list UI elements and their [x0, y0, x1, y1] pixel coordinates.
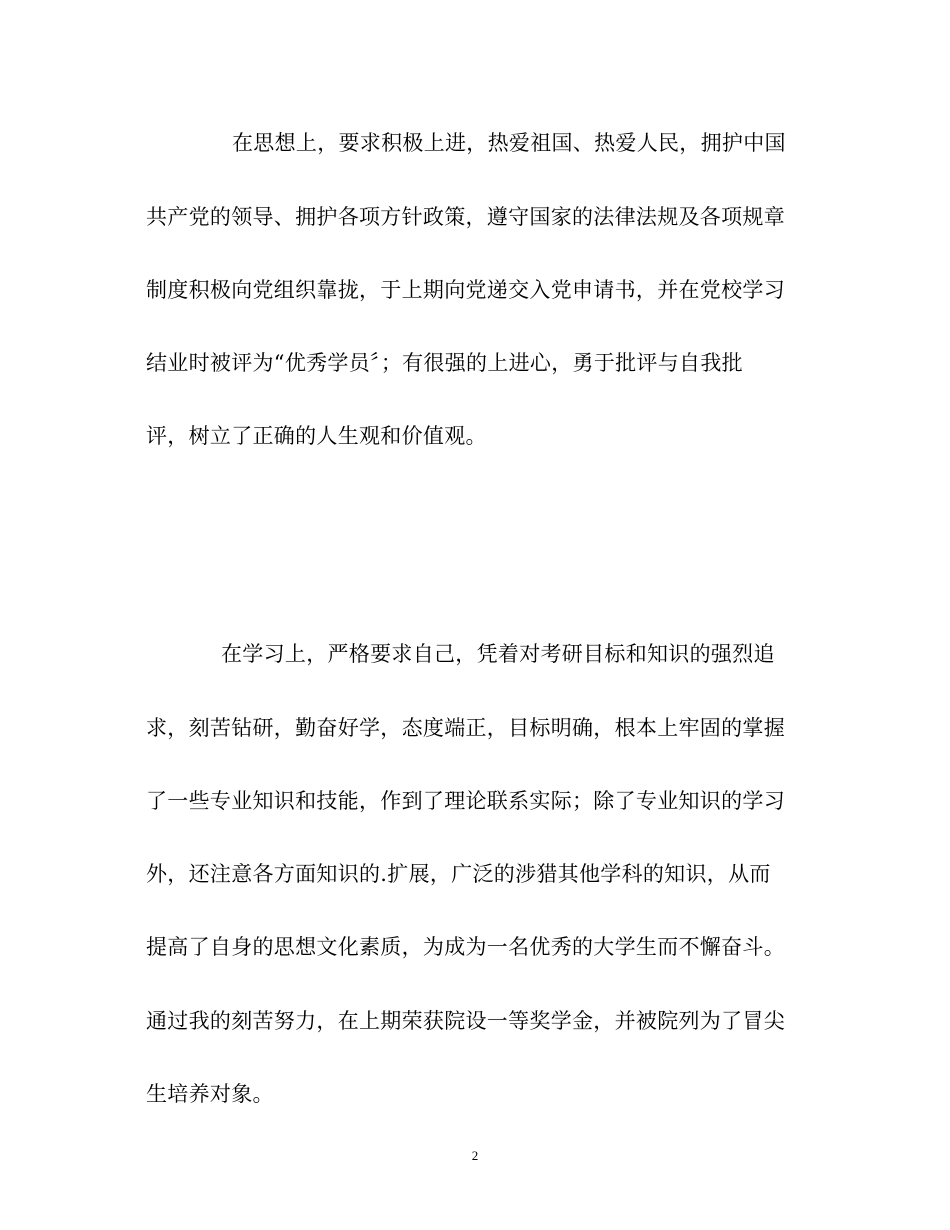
text-line: 评，树立了正确的人生观和价值观。 [146, 424, 487, 448]
text-line: 制度积极向党组织靠拢，于上期向党递交入党申请书，并在党校学习 [146, 278, 785, 302]
text-line: 求，刻苦钻研，勤奋好学，态度端正，目标明确，根本上牢固的掌握 [146, 716, 785, 740]
text-line: 了一些专业知识和技能，作到了理论联系实际；除了专业知识的学习 [146, 789, 785, 813]
text-line: 提高了自身的思想文化素质，为成为一名优秀的大学生而不懈奋斗。 [146, 935, 785, 959]
text-line: 生培养对象。 [146, 1082, 274, 1106]
page-number: 2 [471, 1148, 479, 1163]
text-line: 在学习上，严格要求自己，凭着对考研目标和知识的强烈追 [221, 642, 775, 666]
text-line: 在思想上，要求积极上进，热爱祖国、热爱人民，拥护中国 [232, 131, 786, 155]
text-line: 通过我的刻苦努力，在上期荣获院设一等奖学金，并被院列为了冒尖 [146, 1009, 785, 1033]
text-line: 共产党的领导、拥护各项方针政策，遵守国家的法律法规及各项规章 [146, 205, 785, 229]
text-line: 结业时被评为“优秀学员〞；有很强的上进心，勇于批评与自我批 [146, 351, 743, 375]
text-line: 外，还注意各方面知识的.扩展，广泛的涉猎其他学科的知识，从而 [146, 862, 771, 886]
